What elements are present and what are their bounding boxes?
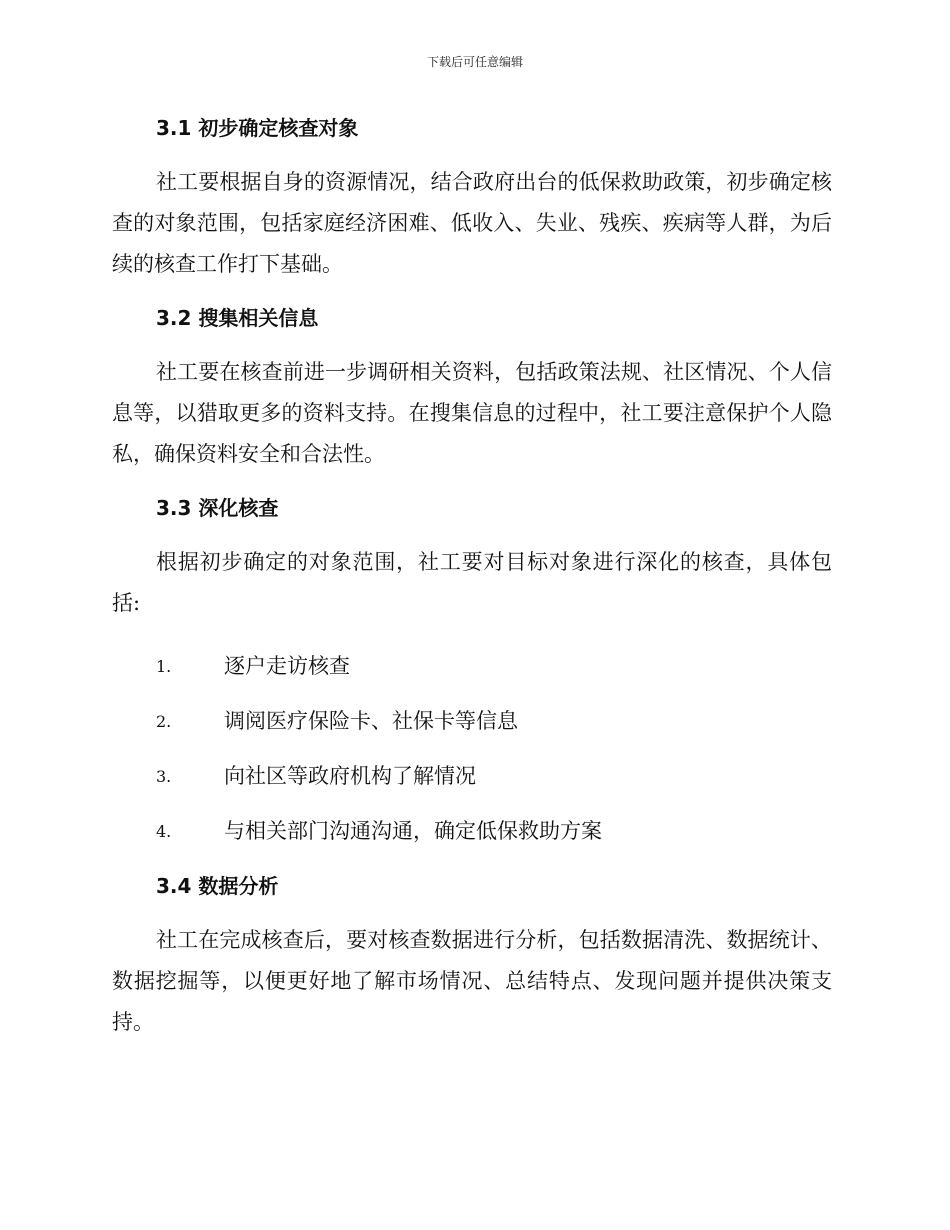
section-3-4	[112, 866, 832, 1043]
section-paragraph: 社工在完成核查后，要对核查数据进行分析，包括数据清洗、数据统计、数据挖掘等，以便更好地了解市场情况、总结特点、发现问题并提供决策支持。	[112, 928, 832, 1034]
document-body	[112, 108, 832, 1056]
numbered-list	[112, 646, 832, 852]
section-heading: 3.4 数据分析	[156, 874, 279, 898]
section-3-3	[112, 488, 832, 852]
list-item	[112, 756, 832, 797]
list-item	[112, 811, 832, 852]
list-item-text: 向社区等政府机构了解情况	[224, 764, 476, 788]
page-header: 下载后可任意编辑	[426, 55, 523, 69]
section-3-1	[112, 108, 832, 285]
list-item-number: 3.	[156, 767, 172, 786]
list-item-number: 2.	[156, 712, 172, 731]
section-heading: 3.1 初步确定核查对象	[156, 116, 359, 140]
section-3-2	[112, 298, 832, 475]
list-item-text: 逐户走访核查	[224, 654, 350, 678]
list-item	[112, 646, 832, 687]
section-paragraph: 根据初步确定的对象范围，社工要对目标对象进行深化的核查，具体包括:	[112, 550, 832, 615]
section-heading: 3.2 搜集相关信息	[156, 306, 319, 330]
list-item-number: 4.	[156, 822, 172, 841]
list-item-text: 与相关部门沟通沟通，确定低保救助方案	[224, 819, 602, 843]
list-item	[112, 701, 832, 742]
section-heading: 3.3 深化核查	[156, 496, 279, 520]
section-paragraph: 社工要在核查前进一步调研相关资料，包括政策法规、社区情况、个人信息等，以猎取更多的资料支持。在搜集信息的过程中，社工要注意保护个人隐私，确保资料安全和合法性。	[112, 360, 832, 466]
section-paragraph: 社工要根据自身的资源情况，结合政府出台的低保救助政策，初步确定核查的对象范围，包括家庭经济困难、低收入、失业、残疾、疾病等人群，为后续的核查工作打下基础。	[112, 170, 832, 276]
list-item-text: 调阅医疗保险卡、社保卡等信息	[224, 709, 518, 733]
list-item-number: 1.	[156, 657, 172, 676]
